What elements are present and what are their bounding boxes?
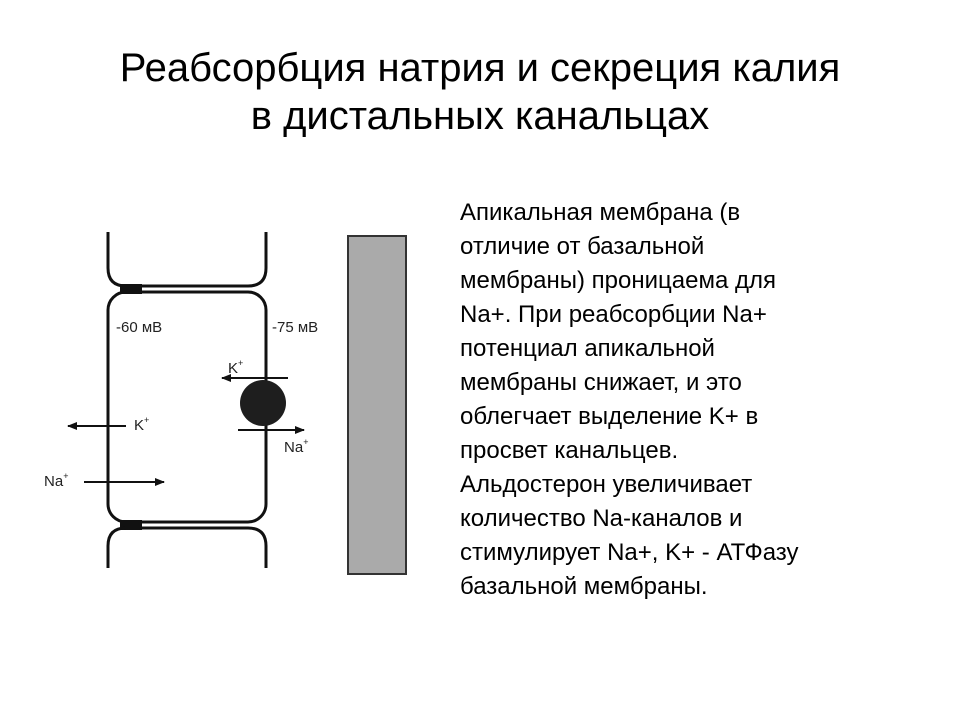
description-text [460, 196, 930, 604]
na-k-pump [240, 380, 286, 426]
description-line: Апикальная мембрана (в [460, 199, 741, 226]
k-left-label: K+ [134, 415, 150, 434]
cell-diagram [40, 220, 440, 580]
description-line: Na+. При реабсорбции Na+ [460, 301, 767, 328]
potential-left-label: -60 мВ [116, 319, 163, 336]
description-line: отличие от базальной [460, 233, 705, 260]
title-line-2: в дистальных канальцах [250, 94, 710, 138]
description-line: просвет канальцев. [460, 437, 679, 464]
title-line-1: Реабсорбция натрия и секреция калия [119, 46, 841, 90]
potential-right-label: -75 мВ [272, 319, 319, 336]
k-right-label: K+ [228, 358, 244, 377]
tight-junction-top [120, 284, 142, 294]
na-right-label: Na+ [284, 437, 309, 456]
slide-title [40, 44, 920, 140]
description-line: мембраны) проницаема для [460, 267, 776, 294]
description-line: Альдостерон увеличивает [460, 471, 753, 498]
description-line: количество Na-каналов и [460, 505, 743, 532]
description-line: стимулирует Na+, K+ - АТФазу [460, 539, 799, 566]
description-line: облегчает выделение K+ в [460, 403, 759, 430]
upper-cell-outline [108, 232, 266, 286]
lower-cell-outline [108, 528, 266, 568]
description-line: потенциал апикальной [460, 335, 715, 362]
description-line: мембраны снижает, и это [460, 369, 742, 396]
na-left-label: Na+ [44, 471, 69, 490]
capillary-band [348, 236, 406, 574]
description-line: базальной мембраны. [460, 573, 708, 600]
cell-diagram-svg [40, 220, 440, 580]
